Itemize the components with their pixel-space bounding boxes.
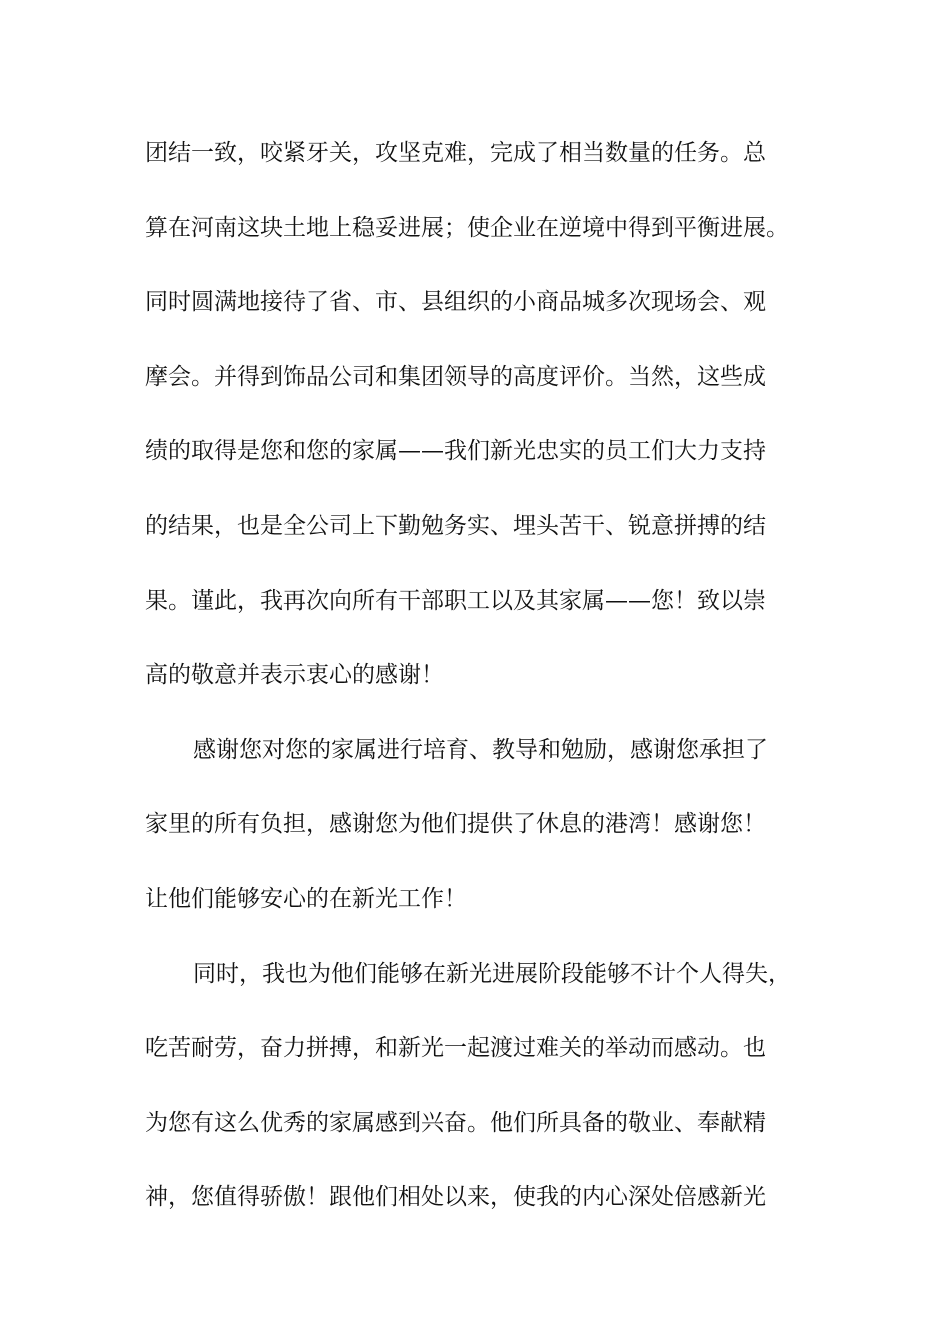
- text-line: 算在河南这块土地上稳妥进展；使企业在逆境中得到平衡进展。: [145, 214, 789, 241]
- text-line: 为您有这么优秀的家属感到兴奋。他们所具备的敬业、奉献精: [145, 1109, 766, 1136]
- paragraph-start-line: 同时，我也为他们能够在新光进展阶段能够不计个人得失，: [193, 960, 791, 987]
- text-line: 绩的取得是您和您的家属——我们新光忠实的员工们大力支持: [145, 438, 766, 465]
- letter-body: [145, 131, 845, 1250]
- paragraph-start-line: 感谢您对您的家属进行培育、教导和勉励，感谢您承担了: [193, 736, 768, 763]
- text-line: 让他们能够安心的在新光工作！: [145, 885, 467, 912]
- text-line: 家里的所有负担，感谢您为他们提供了休息的港湾！感谢您！: [145, 811, 766, 838]
- text-line: 摩会。并得到饰品公司和集团领导的高度评价。当然，这些成: [145, 363, 766, 390]
- text-line: 团结一致，咬紧牙关，攻坚克难，完成了相当数量的任务。总: [145, 140, 766, 166]
- text-line: 吃苦耐劳，奋力拼搏，和新光一起渡过难关的举动而感动。也: [145, 1035, 766, 1062]
- text-line: 同时圆满地接待了省、市、县组织的小商品城多次现场会、观: [145, 289, 766, 316]
- text-line: 果。谨此，我再次向所有干部职工以及其家属——您！致以崇: [145, 587, 766, 614]
- text-line: 神，您值得骄傲！跟他们相处以来，使我的内心深处倍感新光: [145, 1184, 766, 1211]
- text-line: 的结果，也是全公司上下勤勉务实、埋头苦干、锐意拼搏的结: [145, 512, 766, 539]
- text-line: 高的敬意并表示衷心的感谢！: [145, 662, 444, 689]
